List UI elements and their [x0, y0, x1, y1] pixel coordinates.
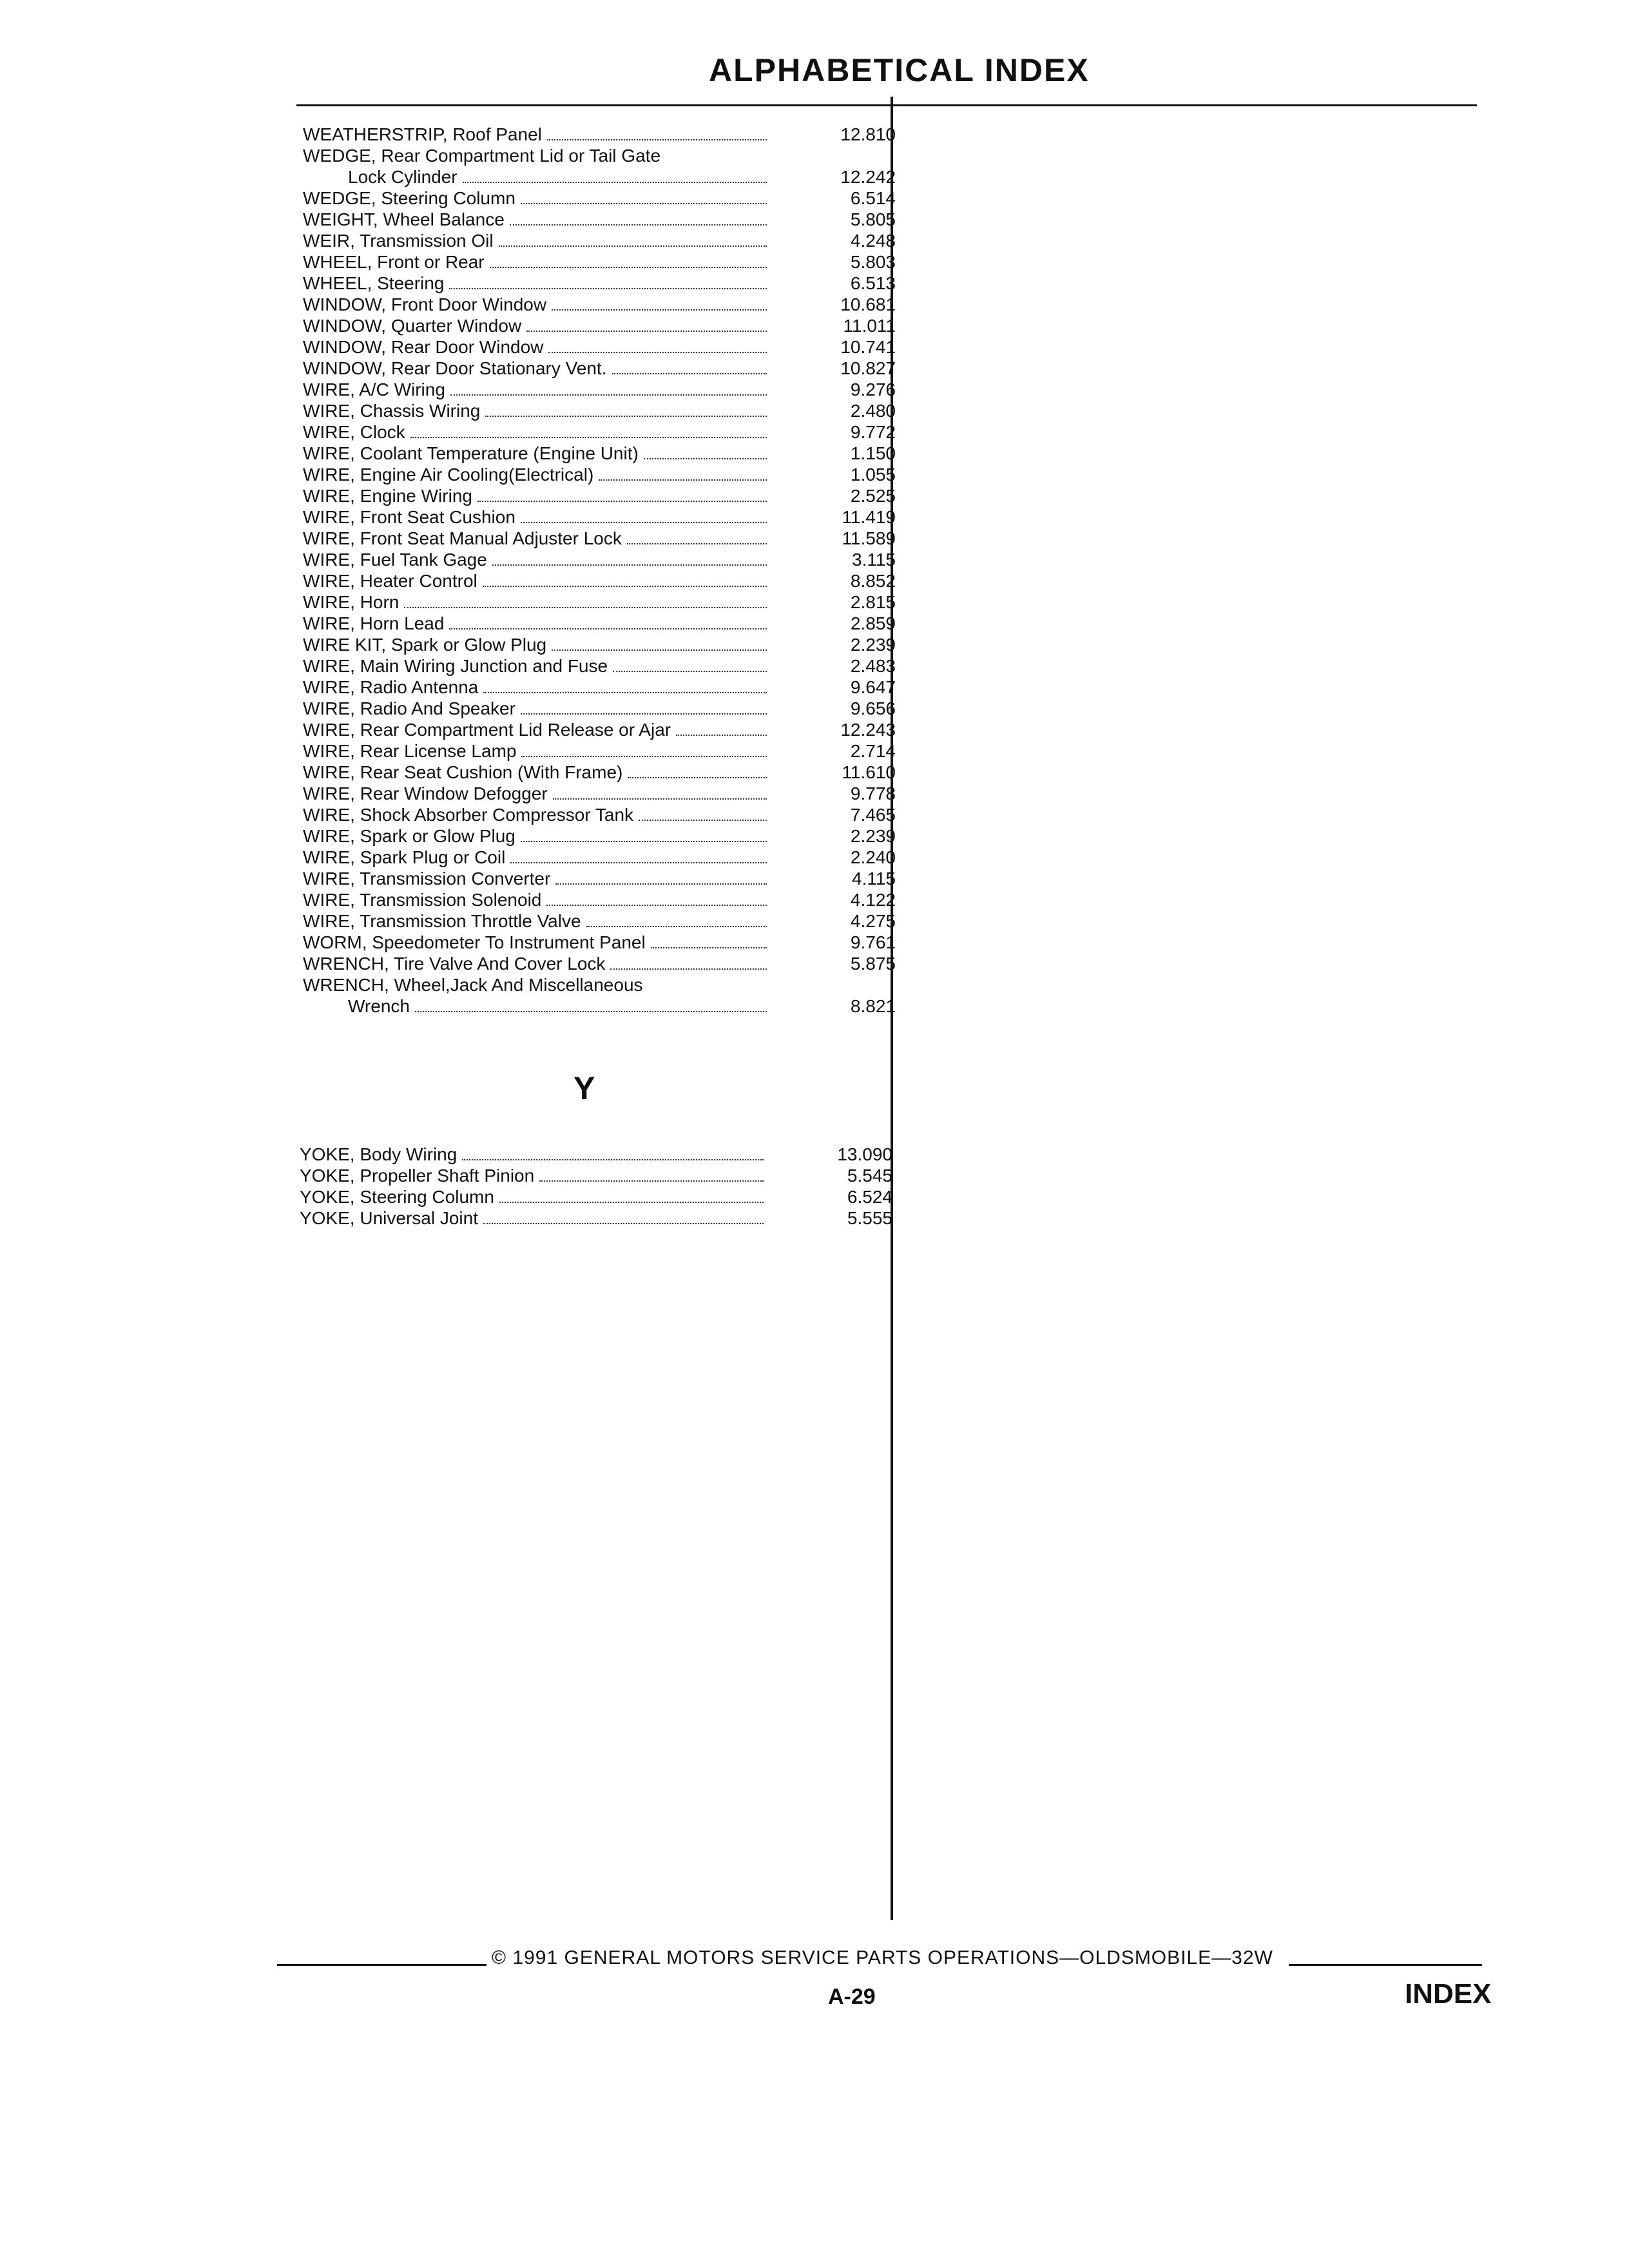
copyright-notice: © 1991 GENERAL MOTORS SERVICE PARTS OPERATIONS—OLDSMOBILE—32W: [492, 1947, 1273, 1968]
index-entry: [303, 847, 896, 868]
dot-leader: [613, 671, 767, 672]
index-section-y: [300, 1144, 892, 1229]
index-entry: [303, 698, 896, 719]
entry-page-ref: 8.852: [850, 571, 896, 591]
dot-leader: [463, 182, 767, 183]
dot-leader: [539, 1180, 764, 1182]
dot-leader: [483, 1223, 764, 1224]
entry-label: WIRE, Front Seat Cushion: [303, 507, 516, 527]
dot-leader: [526, 331, 767, 332]
page-title: ALPHABETICAL INDEX: [709, 52, 1090, 88]
entry-page-ref: 11.589: [842, 528, 896, 548]
dot-leader: [499, 1202, 764, 1203]
dot-leader: [628, 777, 767, 778]
entry-page-ref: 8.821: [850, 996, 896, 1016]
section-name: INDEX: [1405, 1978, 1492, 2010]
index-entry: [303, 336, 896, 358]
entry-label: WIRE, Heater Control: [303, 571, 477, 591]
index-entry: [303, 294, 896, 315]
entry-page-ref: 2.239: [850, 826, 896, 846]
dot-leader: [521, 203, 767, 204]
entry-label: WIRE, Fuel Tank Gage: [303, 550, 487, 570]
index-entry: [303, 591, 896, 613]
entry-label: WEDGE, Rear Compartment Lid or Tail Gate: [303, 146, 661, 166]
footer-rule-right: [1289, 1964, 1482, 1966]
index-entry: [303, 825, 896, 847]
entry-label: YOKE, Body Wiring: [300, 1144, 458, 1164]
entry-page-ref: 9.761: [850, 932, 896, 952]
index-section-w: [303, 124, 896, 1017]
entry-page-ref: 13.090: [837, 1144, 892, 1164]
entry-page-ref: 9.647: [850, 677, 896, 697]
entry-page-ref: 9.656: [850, 698, 896, 718]
index-entry: [303, 315, 896, 336]
entry-label: WIRE, Shock Absorber Compressor Tank: [303, 805, 634, 825]
dot-leader: [521, 841, 767, 842]
index-entry: [300, 1207, 892, 1229]
entry-label: WIRE, Radio Antenna: [303, 677, 479, 697]
index-entry: [303, 145, 896, 166]
entry-page-ref: 4.115: [852, 869, 896, 889]
index-entry: [303, 549, 896, 570]
index-entry: [303, 251, 896, 273]
entry-label: WIRE, Transmission Converter: [303, 869, 551, 889]
index-entry: [300, 1186, 892, 1207]
entry-label: WIRE, Clock: [303, 422, 405, 442]
dot-leader: [553, 798, 767, 800]
entry-label: Lock Cylinder: [348, 167, 458, 187]
dot-leader: [462, 1159, 764, 1160]
entry-label: WIRE, Coolant Temperature (Engine Unit): [303, 443, 639, 463]
entry-label: YOKE, Propeller Shaft Pinion: [300, 1166, 535, 1186]
index-entry: [303, 421, 896, 443]
index-entry: [303, 762, 896, 783]
entry-page-ref: 10.741: [840, 337, 896, 357]
dot-leader: [599, 479, 767, 481]
entry-label: YOKE, Universal Joint: [300, 1208, 478, 1228]
section-letter-y: Y: [574, 1070, 595, 1106]
entry-label: WINDOW, Rear Door Stationary Vent.: [303, 358, 607, 378]
entry-page-ref: 1.150: [850, 443, 896, 463]
entry-label: WIRE, Front Seat Manual Adjuster Lock: [303, 528, 622, 548]
dot-leader: [548, 352, 767, 353]
entry-page-ref: 9.778: [850, 783, 896, 803]
entry-page-ref: 2.815: [850, 592, 896, 612]
entry-page-ref: 5.805: [850, 209, 896, 229]
entry-label: WIRE, Rear Seat Cushion (With Frame): [303, 762, 623, 782]
entry-label: WHEEL, Steering: [303, 273, 445, 293]
dot-leader: [547, 139, 767, 140]
dot-leader: [521, 522, 767, 523]
dot-leader: [477, 501, 767, 502]
entry-label: Wrench: [348, 996, 410, 1016]
index-entry: [303, 889, 896, 910]
index-entry: [303, 166, 896, 187]
dot-leader: [546, 905, 767, 906]
dot-leader: [404, 607, 767, 608]
dot-leader: [521, 756, 767, 757]
entry-page-ref: 1.055: [850, 465, 896, 485]
entry-page-ref: 10.681: [840, 294, 896, 314]
dot-leader: [612, 373, 767, 374]
entry-label: WRENCH, Wheel,Jack And Miscellaneous: [303, 975, 643, 995]
page-number: A-29: [828, 1984, 876, 2009]
entry-label: WINDOW, Quarter Window: [303, 316, 522, 336]
index-entry: [303, 273, 896, 294]
entry-page-ref: 5.875: [850, 954, 896, 974]
entry-label: WHEEL, Front or Rear: [303, 252, 485, 272]
index-entry: [303, 613, 896, 634]
entry-label: WINDOW, Front Door Window: [303, 294, 547, 314]
index-entry: [303, 379, 896, 400]
entry-page-ref: 2.714: [850, 741, 896, 761]
entry-label: WIRE, Engine Wiring: [303, 486, 472, 506]
entry-label: YOKE, Steering Column: [300, 1187, 494, 1207]
index-entry: [303, 868, 896, 889]
entry-page-ref: 6.513: [850, 273, 896, 293]
entry-page-ref: 2.525: [850, 486, 896, 506]
entry-page-ref: 4.248: [850, 231, 896, 251]
entry-page-ref: 12.810: [840, 124, 896, 144]
entry-page-ref: 2.239: [850, 635, 896, 655]
index-entry: [303, 677, 896, 698]
dot-leader: [552, 309, 767, 311]
index-entry: [303, 974, 896, 995]
entry-label: WIRE, Radio And Speaker: [303, 698, 516, 718]
dot-leader: [483, 692, 767, 693]
entry-page-ref: 5.555: [847, 1208, 892, 1228]
dot-leader: [499, 245, 767, 247]
entry-label: WIRE, Spark Plug or Coil: [303, 847, 506, 867]
dot-leader: [639, 820, 767, 821]
index-entry: [303, 570, 896, 591]
index-entry: [303, 187, 896, 209]
entry-label: WIRE, Transmission Throttle Valve: [303, 911, 581, 931]
index-entry: [303, 443, 896, 464]
entry-label: WIRE, Rear License Lamp: [303, 741, 517, 761]
entry-page-ref: 5.545: [847, 1166, 892, 1186]
dot-leader: [492, 564, 767, 566]
entry-page-ref: 2.483: [850, 656, 896, 676]
entry-label: WRENCH, Tire Valve And Cover Lock: [303, 954, 606, 974]
index-entry: [303, 528, 896, 549]
entry-label: WORM, Speedometer To Instrument Panel: [303, 932, 646, 952]
entry-label: WINDOW, Rear Door Window: [303, 337, 544, 357]
dot-leader: [415, 1011, 767, 1012]
index-entry: [303, 995, 896, 1017]
entry-label: WIRE, Chassis Wiring: [303, 401, 481, 421]
index-entry: [300, 1144, 892, 1165]
dot-leader: [676, 735, 767, 736]
entry-page-ref: 6.514: [850, 188, 896, 208]
entry-label: WIRE, Horn: [303, 592, 400, 612]
entry-label: WIRE, Rear Compartment Lid Release or Ajar: [303, 720, 671, 740]
footer-rule-left: [277, 1964, 487, 1966]
entry-page-ref: 11.011: [843, 316, 896, 336]
entry-page-ref: 6.524: [847, 1187, 892, 1207]
entry-page-ref: 12.242: [840, 167, 896, 187]
entry-page-ref: 9.772: [850, 422, 896, 442]
entry-label: WEDGE, Steering Column: [303, 188, 516, 208]
dot-leader: [651, 947, 767, 948]
entry-label: WIRE, Engine Air Cooling(Electrical): [303, 465, 594, 485]
entry-page-ref: 2.480: [850, 401, 896, 421]
dot-leader: [644, 458, 767, 459]
entry-page-ref: 11.419: [842, 507, 896, 527]
entry-label: WEATHERSTRIP, Roof Panel: [303, 124, 542, 144]
dot-leader: [586, 926, 767, 927]
entry-page-ref: 10.827: [840, 358, 896, 378]
index-entry: [303, 400, 896, 421]
index-entry: [303, 783, 896, 804]
index-entry: [303, 740, 896, 762]
entry-label: WEIR, Transmission Oil: [303, 231, 494, 251]
entry-label: WIRE, Transmission Solenoid: [303, 890, 542, 910]
dot-leader: [555, 883, 767, 885]
entry-page-ref: 2.240: [850, 847, 896, 867]
entry-page-ref: 5.803: [850, 252, 896, 272]
dot-leader: [485, 416, 767, 417]
dot-leader: [449, 628, 767, 629]
entry-page-ref: 11.610: [842, 762, 896, 782]
index-entry: [303, 634, 896, 655]
index-entry: [303, 932, 896, 953]
entry-label: WIRE, Spark or Glow Plug: [303, 826, 516, 846]
entry-label: WIRE, A/C Wiring: [303, 380, 445, 399]
entry-label: WIRE, Rear Window Defogger: [303, 783, 548, 803]
entry-page-ref: 4.122: [850, 890, 896, 910]
entry-page-ref: 12.243: [840, 720, 896, 740]
dot-leader: [627, 543, 767, 544]
header-rule: [296, 104, 1477, 106]
index-entry: [303, 910, 896, 932]
index-entry: [303, 209, 896, 230]
index-entry: [303, 358, 896, 379]
entry-label: WEIGHT, Wheel Balance: [303, 209, 505, 229]
index-entry: [303, 124, 896, 145]
entry-page-ref: 9.276: [850, 380, 896, 399]
entry-label: WIRE KIT, Spark or Glow Plug: [303, 635, 547, 655]
dot-leader: [410, 437, 767, 438]
index-entry: [303, 506, 896, 528]
entry-page-ref: 4.275: [850, 911, 896, 931]
entry-page-ref: 3.115: [852, 550, 896, 570]
index-entry: [303, 485, 896, 506]
index-entry: [300, 1165, 892, 1186]
dot-leader: [483, 586, 767, 587]
index-entry: [303, 719, 896, 740]
index-entry: [303, 804, 896, 825]
dot-leader: [449, 288, 767, 289]
index-entry: [303, 655, 896, 677]
index-entry: [303, 230, 896, 251]
dot-leader: [610, 968, 767, 970]
dot-leader: [510, 862, 767, 863]
index-entry: [303, 953, 896, 974]
index-entry: [303, 464, 896, 485]
entry-label: WIRE, Horn Lead: [303, 613, 445, 633]
entry-page-ref: 7.465: [850, 805, 896, 825]
dot-leader: [552, 649, 767, 651]
entry-page-ref: 2.859: [850, 613, 896, 633]
dot-leader: [450, 394, 767, 396]
dot-leader: [510, 224, 767, 226]
dot-leader: [490, 267, 767, 268]
entry-label: WIRE, Main Wiring Junction and Fuse: [303, 656, 608, 676]
dot-leader: [521, 713, 767, 715]
